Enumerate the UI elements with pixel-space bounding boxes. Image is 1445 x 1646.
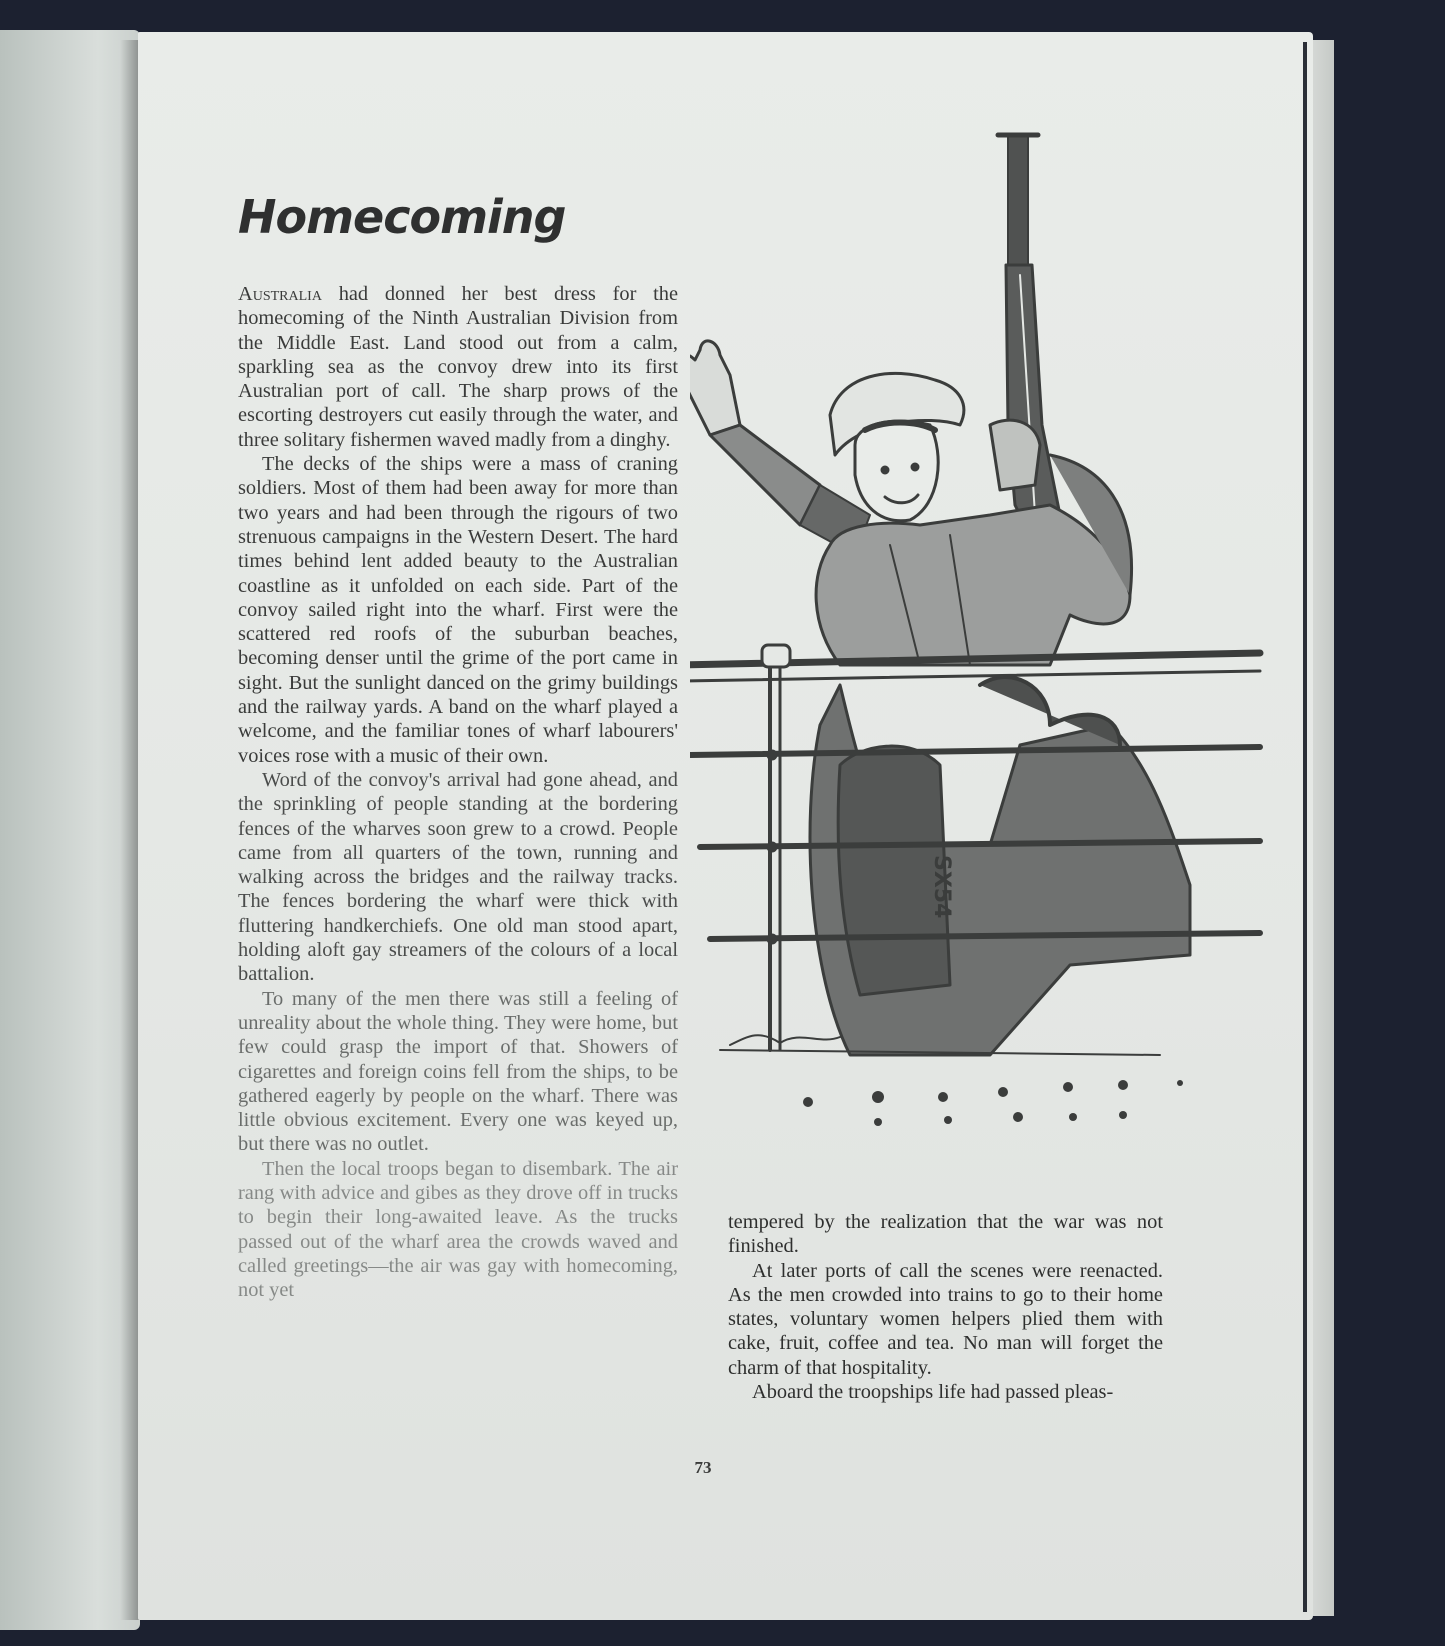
soldier-head bbox=[830, 373, 964, 520]
page-number: 73 bbox=[694, 1458, 712, 1477]
paragraph: Word of the convoy's arrival had gone ahead, and the sprinkling of people standing at the bordering fences of the wharves soon grew to a crowd. People came from all quarters of the town, running and walking across the bridges and the railway tracks. The fences bordering the wharf were thick with fluttering handkerchiefs. One old man stood apart, holding aloft gay streamers of the colours of a local battalion. bbox=[238, 768, 678, 986]
page-fold-line bbox=[1303, 42, 1307, 1612]
page-title: Homecoming bbox=[238, 190, 566, 244]
paragraph: At later ports of call the scenes were reenacted. As the men crowded into trains to go to their home states, voluntary women helpers plied them with cake, fruit, coffee and tea. No man will forget the charm of that hospitality. bbox=[728, 1259, 1163, 1379]
paragraph-text: had donned her best dress for the homecoming of the Ninth Australian Division from the Middle East. Land stood out from a calm, sparkling sea as the convoy drew into its first Australian port of call. The sharp prows of the escorting destroyers cut easily through the water, and three solitary fishermen waved madly from a dinghy. bbox=[238, 283, 678, 451]
paragraph: To many of the men there was still a feeling of unreality about the whole thing. They were home, but few could grasp the import of that. Showers of cigarettes and foreign coins fell from the ships, to be gathered eagerly by people on the wharf. There was little obvious excitement. Every one was keyed up, but there was no outlet. bbox=[238, 987, 678, 1156]
paragraph: The decks of the ships were a mass of craning soldiers. Most of them had been away for more than two years and had been through the rigours of two strenuous campaigns in the Western Desert. The hard times behind lent added beauty to the Australian coastline as it unfolded on each side. Part of the convoy sailed right into the wharf. First were the scattered red roofs of the suburban beaches, becoming denser until the grime of the port came in sight. But the sunlight danced on the grimy buildings and the railway yards. A band on the wharf played a welcome, and the familiar tones of wharf labourers' voices rose with a music of their own. bbox=[238, 453, 678, 767]
paragraph: Aboard the troopships life had passed pleas- bbox=[752, 1381, 1114, 1404]
text-column-left bbox=[238, 282, 678, 1302]
paragraph bbox=[238, 282, 678, 452]
text-column-right bbox=[728, 1210, 1163, 1404]
soldier-lower-body bbox=[810, 677, 1190, 1055]
paragraph: tempered by the realization that the war was not finished. bbox=[728, 1211, 1163, 1258]
previous-page-edge bbox=[0, 30, 140, 1630]
soldier-illustration bbox=[690, 125, 1290, 1205]
lead-word: Australia bbox=[238, 283, 322, 305]
pack-marking: SX54 bbox=[929, 855, 954, 919]
paragraph: Then the local troops began to disembark. The air rang with advice and gibes as they drove off in trucks to begin their long-awaited leave. As the trucks passed out of the wharf area the crowds waved and called greetings—the air was gay with homecoming, not yet bbox=[238, 1157, 678, 1302]
crowd-marks bbox=[803, 1080, 1183, 1126]
